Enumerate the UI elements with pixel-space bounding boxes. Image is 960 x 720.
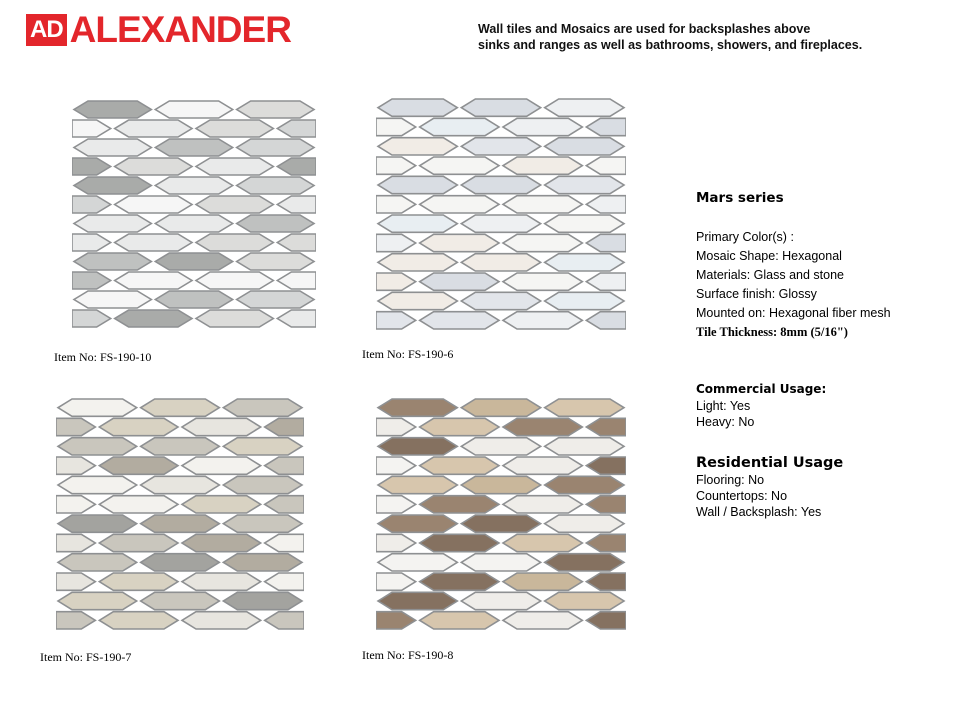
mosaic-hex-tile [545, 592, 624, 609]
mosaic-hex-tile [545, 138, 624, 155]
mosaic-hex-tile [56, 573, 95, 590]
mosaic-sheet-fs-190-10 [72, 100, 316, 328]
mosaic-hex-tile [99, 612, 178, 629]
mosaic-hex-tile [378, 592, 457, 609]
spec-panel [696, 190, 946, 520]
mosaic-hex-tile [378, 99, 457, 116]
mosaic-hex-tile [461, 138, 540, 155]
mosaic-hex-tile [196, 310, 273, 327]
mosaic-hex-tile [155, 101, 232, 118]
mosaic-hex-tile [56, 457, 95, 474]
mosaic-hex-tile [461, 176, 540, 193]
mosaic-hex-tile [141, 515, 220, 532]
mosaic-hex-tile [141, 438, 220, 455]
mosaic-hex-tile [503, 196, 582, 213]
mosaic-pattern [376, 98, 626, 330]
mosaic-hex-tile [155, 139, 232, 156]
mosaic-hex-tile [223, 592, 302, 609]
mosaic-hex-tile [196, 120, 273, 137]
mosaic-hex-tile [237, 253, 314, 270]
item-number-fs-190-7: Item No: FS-190-7 [40, 650, 132, 664]
mosaic-hex-tile [182, 418, 261, 435]
mosaic-hex-tile [420, 612, 499, 629]
mosaic-hex-tile [461, 215, 540, 232]
mosaic-hex-tile [58, 476, 137, 493]
spec-primary-color: Primary Color(s) : [696, 230, 794, 244]
mosaic-hex-tile [141, 399, 220, 416]
mosaic-hex-tile [237, 215, 314, 232]
residential-flooring: Flooring: No [696, 473, 765, 487]
spec-mosaic-shape: Mosaic Shape: Hexagonal [696, 249, 842, 263]
mosaic-hex-tile [155, 291, 232, 308]
mosaic-hex-tile [586, 157, 626, 174]
mosaic-hex-tile [461, 438, 540, 455]
mosaic-hex-tile [376, 157, 416, 174]
mosaic-hex-tile [277, 234, 316, 251]
mosaic-hex-tile [545, 399, 624, 416]
mosaic-hex-tile [237, 139, 314, 156]
mosaic-hex-tile [376, 573, 416, 590]
mosaic-hex-tile [182, 573, 261, 590]
mosaic-hex-tile [503, 418, 582, 435]
mosaic-hex-tile [277, 158, 316, 175]
item-number-fs-190-10: Item No: FS-190-10 [54, 350, 152, 364]
mosaic-hex-tile [545, 438, 624, 455]
mosaic-hex-tile [58, 438, 137, 455]
mosaic-hex-tile [74, 253, 151, 270]
mosaic-hex-tile [223, 554, 302, 571]
mosaic-hex-tile [141, 592, 220, 609]
mosaic-hex-tile [586, 534, 626, 551]
mosaic-hex-tile [420, 157, 499, 174]
mosaic-hex-tile [72, 158, 111, 175]
mosaic-hex-tile [376, 418, 416, 435]
mosaic-hex-tile [141, 554, 220, 571]
mosaic-hex-tile [115, 234, 192, 251]
mosaic-hex-tile [586, 273, 626, 290]
mosaic-hex-tile [378, 515, 457, 532]
mosaic-hex-tile [376, 312, 416, 329]
mosaic-hex-tile [461, 292, 540, 309]
mosaic-hex-tile [196, 196, 273, 213]
mosaic-hex-tile [461, 254, 540, 271]
mosaic-hex-tile [182, 496, 261, 513]
mosaic-pattern [56, 398, 304, 630]
mosaic-hex-tile [586, 196, 626, 213]
mosaic-hex-tile [461, 515, 540, 532]
mosaic-hex-tile [420, 273, 499, 290]
mosaic-hex-tile [545, 292, 624, 309]
mosaic-pattern [72, 100, 316, 328]
mosaic-hex-tile [420, 573, 499, 590]
mosaic-sheet-fs-190-7 [56, 398, 304, 630]
mosaic-hex-tile [72, 234, 111, 251]
mosaic-hex-tile [503, 534, 582, 551]
mosaic-hex-tile [74, 215, 151, 232]
mosaic-hex-tile [265, 612, 304, 629]
mosaic-hex-tile [58, 554, 137, 571]
mosaic-hex-tile [420, 312, 499, 329]
mosaic-hex-tile [99, 496, 178, 513]
mosaic-hex-tile [115, 196, 192, 213]
mosaic-hex-tile [586, 234, 626, 251]
mosaic-hex-tile [461, 476, 540, 493]
mosaic-hex-tile [223, 476, 302, 493]
spec-materials: Materials: Glass and stone [696, 268, 844, 282]
mosaic-hex-tile [58, 399, 137, 416]
mosaic-hex-tile [56, 418, 95, 435]
mosaic-hex-tile [265, 418, 304, 435]
item-number-fs-190-6: Item No: FS-190-6 [362, 347, 454, 361]
mosaic-hex-tile [237, 101, 314, 118]
mosaic-hex-tile [420, 418, 499, 435]
mosaic-hex-tile [378, 215, 457, 232]
mosaic-hex-tile [99, 418, 178, 435]
mosaic-hex-tile [503, 118, 582, 135]
mosaic-hex-tile [545, 554, 624, 571]
mosaic-hex-tile [56, 534, 95, 551]
residential-wall-backsplash: Wall / Backsplash: Yes [696, 505, 822, 519]
spec-surface-finish: Surface finish: Glossy [696, 287, 817, 301]
mosaic-hex-tile [378, 399, 457, 416]
mosaic-hex-tile [378, 438, 457, 455]
mosaic-hex-tile [58, 592, 137, 609]
mosaic-hex-tile [265, 496, 304, 513]
mosaic-hex-tile [461, 399, 540, 416]
mosaic-hex-tile [237, 177, 314, 194]
mosaic-sheet-fs-190-8 [376, 398, 626, 630]
mosaic-hex-tile [378, 138, 457, 155]
mosaic-hex-tile [545, 176, 624, 193]
mosaic-hex-tile [503, 496, 582, 513]
mosaic-hex-tile [420, 496, 499, 513]
mosaic-hex-tile [58, 515, 137, 532]
brand-logo [26, 9, 291, 50]
mosaic-hex-tile [586, 496, 626, 513]
mosaic-hex-tile [461, 554, 540, 571]
mosaic-hex-tile [74, 101, 151, 118]
mosaic-hex-tile [378, 254, 457, 271]
mosaic-hex-tile [74, 177, 151, 194]
mosaic-hex-tile [74, 291, 151, 308]
mosaic-hex-tile [461, 99, 540, 116]
mosaic-hex-tile [378, 476, 457, 493]
mosaic-hex-tile [586, 457, 626, 474]
item-number-fs-190-8: Item No: FS-190-8 [362, 648, 454, 662]
mosaic-sheet-fs-190-6 [376, 98, 626, 330]
spec-tile-thickness: Tile Thickness: 8mm (5/16") [696, 325, 848, 339]
series-title: Mars series [696, 190, 784, 206]
mosaic-hex-tile [420, 196, 499, 213]
mosaic-hex-tile [378, 292, 457, 309]
mosaic-hex-tile [196, 158, 273, 175]
residential-countertops: Countertops: No [696, 489, 788, 503]
mosaic-hex-tile [376, 234, 416, 251]
mosaic-hex-tile [420, 234, 499, 251]
mosaic-hex-tile [72, 120, 111, 137]
mosaic-hex-tile [277, 272, 316, 289]
mosaic-hex-tile [503, 457, 582, 474]
mosaic-hex-tile [115, 272, 192, 289]
mosaic-hex-tile [503, 234, 582, 251]
mosaic-hex-tile [56, 496, 95, 513]
mosaic-hex-tile [99, 457, 178, 474]
mosaic-hex-tile [182, 534, 261, 551]
commercial-heavy: Heavy: No [696, 415, 755, 429]
mosaic-hex-tile [155, 253, 232, 270]
mosaic-hex-tile [378, 176, 457, 193]
mosaic-hex-tile [182, 612, 261, 629]
mosaic-hex-tile [461, 592, 540, 609]
mosaic-hex-tile [503, 573, 582, 590]
mosaic-hex-tile [115, 158, 192, 175]
mosaic-hex-tile [196, 272, 273, 289]
mosaic-hex-tile [237, 291, 314, 308]
mosaic-hex-tile [376, 118, 416, 135]
mosaic-hex-tile [586, 418, 626, 435]
mosaic-hex-tile [545, 476, 624, 493]
mosaic-hex-tile [586, 573, 626, 590]
mosaic-hex-tile [115, 120, 192, 137]
mosaic-hex-tile [503, 312, 582, 329]
mosaic-hex-tile [376, 457, 416, 474]
mosaic-hex-tile [503, 612, 582, 629]
mosaic-hex-tile [378, 554, 457, 571]
mosaic-hex-tile [420, 457, 499, 474]
commercial-usage-heading: Commercial Usage: [696, 382, 827, 396]
mosaic-hex-tile [99, 534, 178, 551]
mosaic-hex-tile [196, 234, 273, 251]
mosaic-hex-tile [223, 399, 302, 416]
mosaic-hex-tile [182, 457, 261, 474]
mosaic-hex-tile [545, 215, 624, 232]
mosaic-hex-tile [56, 612, 95, 629]
mosaic-hex-tile [376, 196, 416, 213]
mosaic-hex-tile [277, 310, 316, 327]
mosaic-hex-tile [74, 139, 151, 156]
mosaic-hex-tile [545, 254, 624, 271]
commercial-light: Light: Yes [696, 399, 751, 413]
mosaic-hex-tile [420, 118, 499, 135]
mosaic-hex-tile [155, 177, 232, 194]
residential-usage-heading: Residential Usage [696, 455, 844, 471]
mosaic-hex-tile [141, 476, 220, 493]
mosaic-hex-tile [155, 215, 232, 232]
mosaic-hex-tile [503, 157, 582, 174]
mosaic-hex-tile [265, 534, 304, 551]
intro-text [478, 21, 918, 53]
brand-logo-ad: AD [26, 14, 67, 46]
mosaic-hex-tile [545, 515, 624, 532]
mosaic-hex-tile [72, 196, 111, 213]
mosaic-hex-tile [265, 573, 304, 590]
mosaic-hex-tile [99, 573, 178, 590]
mosaic-pattern [376, 398, 626, 630]
mosaic-hex-tile [545, 99, 624, 116]
mosaic-hex-tile [277, 120, 316, 137]
mosaic-hex-tile [72, 310, 111, 327]
mosaic-hex-tile [376, 612, 416, 629]
mosaic-hex-tile [503, 273, 582, 290]
mosaic-hex-tile [376, 273, 416, 290]
brand-logo-name: ALEXANDER [69, 9, 291, 50]
mosaic-hex-tile [586, 612, 626, 629]
mosaic-hex-tile [277, 196, 316, 213]
mosaic-hex-tile [376, 496, 416, 513]
mosaic-hex-tile [223, 515, 302, 532]
mosaic-hex-tile [223, 438, 302, 455]
mosaic-hex-tile [265, 457, 304, 474]
mosaic-hex-tile [115, 310, 192, 327]
mosaic-hex-tile [420, 534, 499, 551]
mosaic-hex-tile [72, 272, 111, 289]
intro-line-1: Wall tiles and Mosaics are used for backsplashes above [478, 22, 811, 36]
mosaic-hex-tile [586, 312, 626, 329]
intro-line-2: sinks and ranges as well as bathrooms, showers, and fireplaces. [478, 38, 863, 52]
spec-mounted-on: Mounted on: Hexagonal fiber mesh [696, 306, 891, 320]
mosaic-hex-tile [376, 534, 416, 551]
mosaic-hex-tile [586, 118, 626, 135]
